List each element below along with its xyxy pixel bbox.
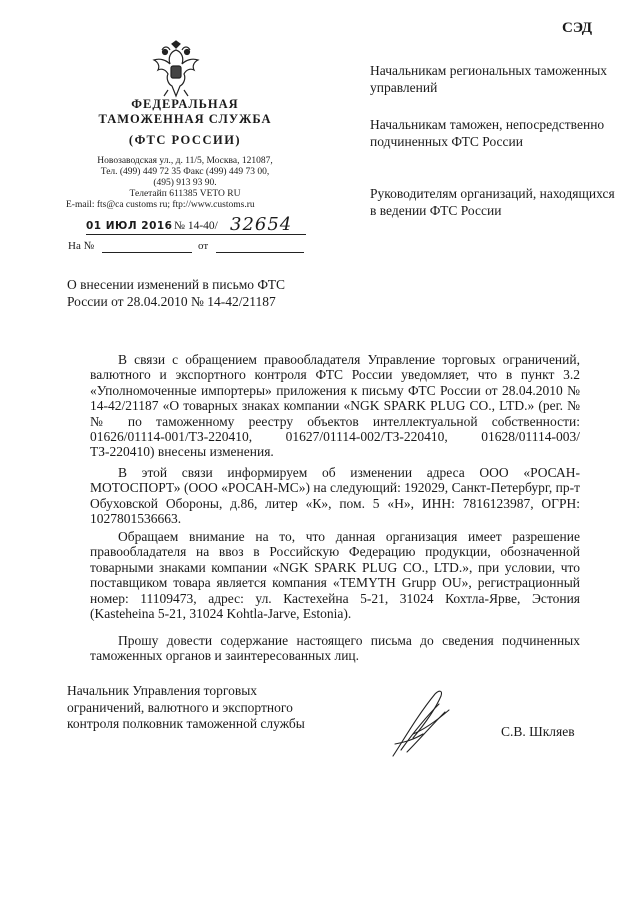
letter-date: 01 ИЮЛ 2016 bbox=[86, 220, 173, 232]
phone-line: Тел. (499) 449 72 35 Факс (499) 449 73 00, bbox=[100, 167, 270, 177]
paragraph-text: Прошу довести содержание настоящего письма до сведения подчиненных таможенных органов и заинтересованных лиц. bbox=[90, 633, 580, 664]
ref-date-blank bbox=[216, 252, 304, 253]
email-line: E-mail: fts@ca customs ru; ftp://www.customs.ru bbox=[66, 200, 255, 210]
org-name-line1: ФЕДЕРАЛЬНАЯ bbox=[131, 97, 239, 111]
phone-line-2: (495) 913 93 90. bbox=[153, 178, 217, 188]
teletype-line: Телетайп 611385 VETO RU bbox=[129, 189, 241, 199]
ref-number-blank bbox=[102, 252, 192, 253]
reference-line bbox=[68, 240, 318, 254]
body-paragraph-2 bbox=[90, 465, 580, 527]
letter-subject: О внесении изменений в письмо ФТС России от 28.04.2010 № 14-42/21187 bbox=[67, 277, 286, 309]
registration-line bbox=[68, 214, 318, 238]
body-paragraph-1 bbox=[90, 352, 580, 460]
letter-number-handwritten: 32654 bbox=[230, 214, 293, 235]
signatory-title: Начальник Управления торговых ограничений, валютного и экспортного контроля полковник таможенной службы bbox=[67, 683, 305, 731]
registration-underline bbox=[86, 234, 306, 235]
recipient-organizations: Руководителям организаций, находящихся в ведении ФТС России bbox=[370, 186, 615, 218]
org-short-name: (ФТС РОССИИ) bbox=[128, 133, 242, 147]
org-name-line2: ТАМОЖЕННАЯ СЛУЖБА bbox=[98, 112, 272, 126]
recipient-customs: Начальникам таможен, непосредственно подчиненных ФТС России bbox=[370, 117, 605, 149]
paragraph-text: В этой связи информируем об изменении адреса ООО «РОСАН-МОТОСПОРТ» (ООО «РОСАН-МС») на следующий: 192029, Санкт-Петербург, пр-т Обуховской Обороны, д.86, литер «К», пом. 5 «Н», ИНН: 7816123987, ОГРН: 1027801536663. bbox=[90, 465, 580, 527]
handwritten-signature bbox=[383, 686, 455, 758]
ref-number-label: На № bbox=[68, 240, 95, 252]
recipient-regional: Начальникам региональных таможенных управлений bbox=[370, 63, 608, 95]
paragraph-text: Обращаем внимание на то, что данная организация имеет разрешение правообладателя на ввоз в Российскую Федерацию продукции, обозначенной товарными знаками компании «NGK SPARK PLUG CO., LTD.», при условии, что поставщиком товара является компания «TEMYTH Grupp OU», регистрационный номер: 11109473, адрес: ул. Кастехейна 5-21, 31024 Кохтла-Ярве, Эстония (Kasteheina 5-21, 31024 Kohtla-Jarve, Estonia). bbox=[90, 529, 580, 622]
address-line: Новозаводская ул., д. 11/5, Москва, 121087, bbox=[97, 156, 273, 166]
paragraph-text: В связи с обращением правообладателя Управление торговых ограничений, валютного и экспортного контроля ФТС России уведомляет, что в пункт 3.2 «Уполномоченные импортеры» приложения к письму ФТС России от 28.04.2010 № 14-42/21187 «О товарных знаках компании «NGK SPARK PLUG CO., LTD.» (рег. №№ по таможенному реестру объектов интеллектуальной собственности: 01626/01114-001/ТЗ-220410, 01627/01114-002/ТЗ-220410, 01628/01114-003/ТЗ-220410) внесены изменения. bbox=[90, 352, 580, 460]
body-paragraph-4 bbox=[90, 633, 580, 664]
double-headed-eagle-icon bbox=[148, 40, 204, 100]
ref-date-label: от bbox=[198, 240, 209, 252]
signatory-name: С.В. Шкляев bbox=[501, 724, 575, 739]
body-paragraph-3 bbox=[90, 529, 580, 621]
letter-number-prefix: № 14-40/ bbox=[174, 220, 218, 232]
sed-stamp: СЭД bbox=[562, 20, 593, 36]
